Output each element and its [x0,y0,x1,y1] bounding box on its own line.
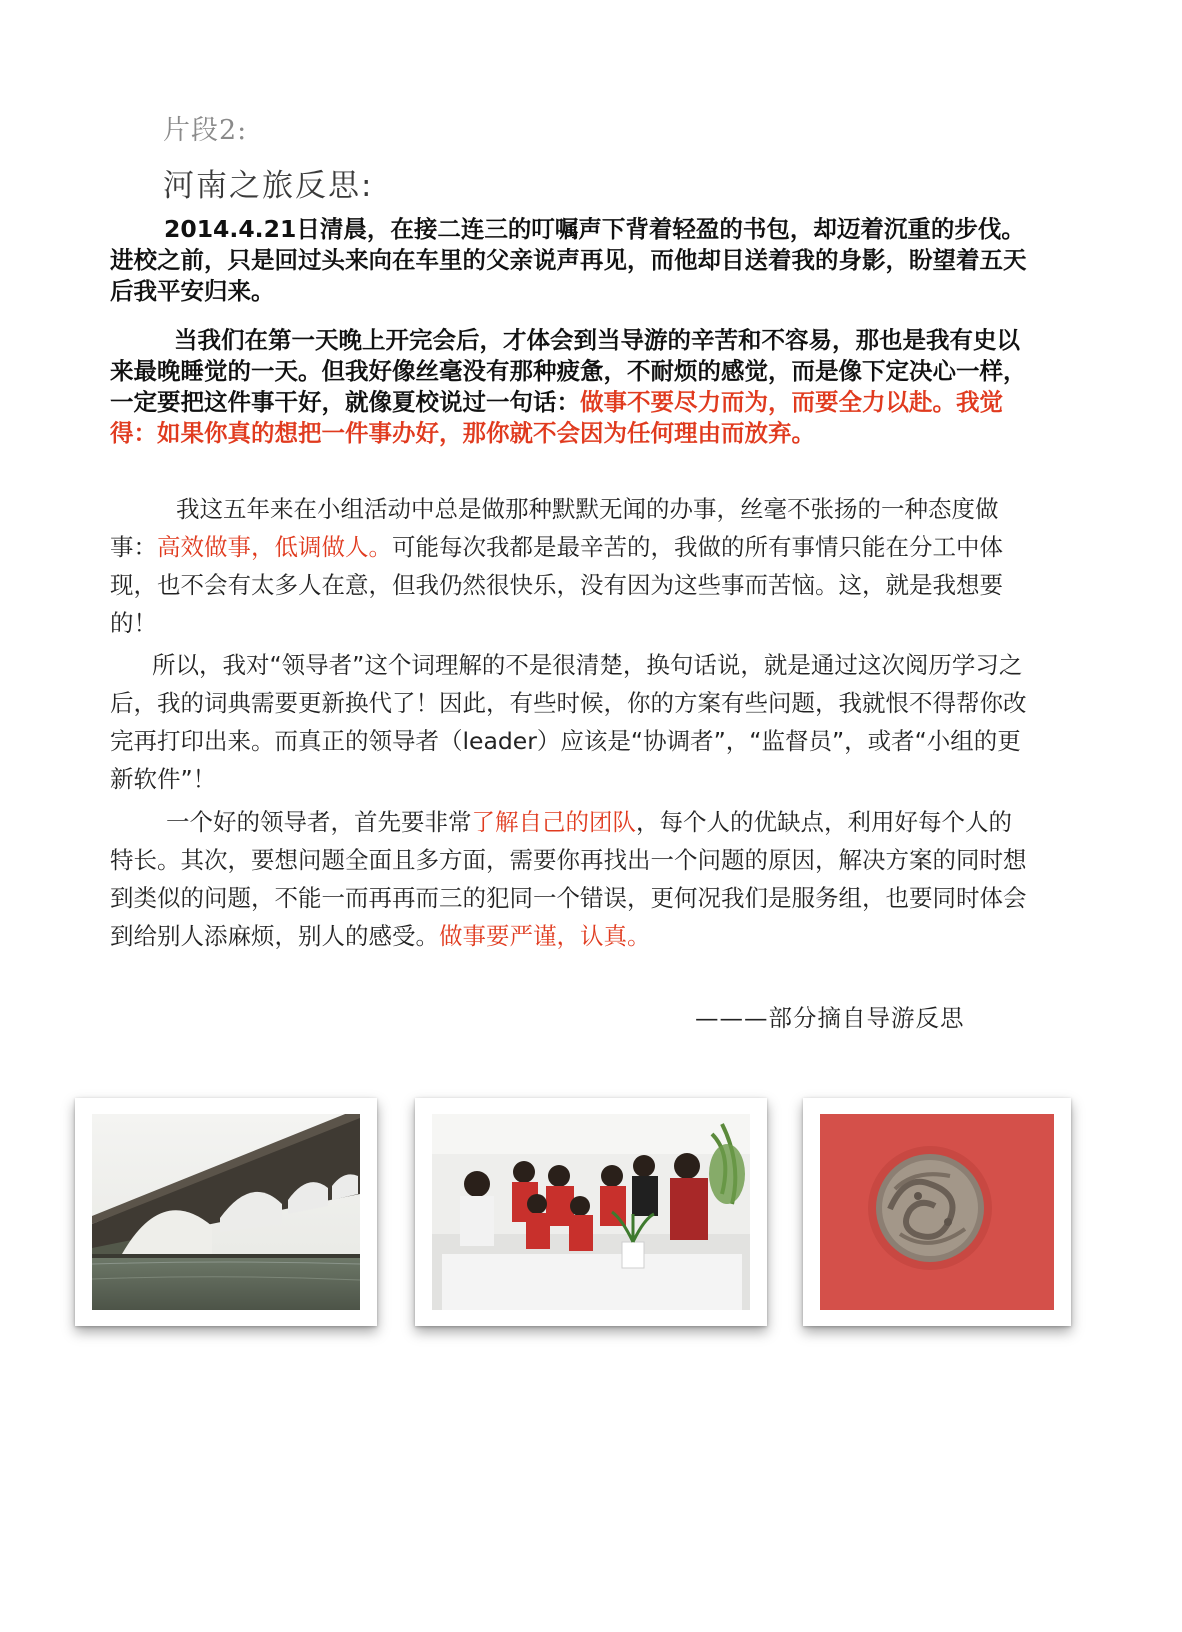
paragraph-5-text-a: 一个好的领导者，首先要非常 [166,808,472,836]
paragraph-5-highlight-2: 做事要严谨，认真。 [439,922,651,950]
paragraph-3-text-b: 可能每次我都是最辛苦的，我做的所有事情只能在分工中体现，也不会有太多人在意，但我仍然很快乐，没有因为这些事而苦恼。这，就是我想要的！ [110,533,1003,637]
paragraph-5-highlight-1: 了解自己的团队 [471,808,636,836]
attribution-signature: ———部分摘自导游反思 [695,1004,965,1032]
paragraph-5 [110,803,1030,955]
bridge-illustration [92,1114,360,1310]
paragraph-3-text-a: 我这五年来在小组活动中总是做那种默默无闻的办事，丝毫不张扬的一种态度做事： [110,495,999,561]
paragraph-4-text: 所以，我对“领导者”这个词理解的不是很清楚，换句话说，就是通过这次阅历学习之后，我的词典需要更新换代了！因此，有些时候，你的方案有些问题，我就恨不得帮你改完再打印出来。而真正的领导者（leader）应该是“协调者”，“监督员”，或者“小组的更新软件”！ [110,651,1027,793]
carved-window-photo [803,1098,1071,1326]
bridge-photo [75,1098,377,1326]
paragraph-1 [110,214,1030,307]
paragraph-1-text: 2014.4.21日清晨，在接二连三的叮嘱声下背着轻盈的书包，却迈着沉重的步伐。进校之前，只是回过头来向在车里的父亲说声再见，而他却目送着我的身影，盼望着五天后我平安归来。 [110,215,1027,305]
paragraph-4 [110,646,1030,798]
group-illustration [432,1114,750,1310]
group-photo [415,1098,767,1326]
paragraph-3-highlight: 高效做事，低调做人。 [157,533,392,561]
paragraph-2-text: 当我们在第一天晚上开完会后，才体会到当导游的辛苦和不容易，那也是我有史以来最晚睡觉的一天。但我好像丝毫没有那种疲惫，不耐烦的感觉，而是像下定决心一样，一定要把这件事干好，就像夏校说过一句话： [110,326,1027,416]
segment-label: 片段2: [163,115,248,146]
page-title: 河南之旅反思: [163,168,374,204]
paragraph-5-text-b: ，每个人的优缺点，利用好每个人的特长。其次，要想问题全面且多方面，需要你再找出一个问题的原因，解决方案的同时想到类似的问题，不能一而再再而三的犯同一个错误，更何况我们是服务组，也要同时体会到给别人添麻烦，别人的感受。 [110,808,1027,950]
paragraph-2-highlight: 做事不要尽力而为，而要全力以赴。我觉得：如果你真的想把一件事办好，那你就不会因为任何理由而放弃。 [110,388,1003,447]
carved-window-illustration [820,1114,1054,1310]
paragraph-3 [110,490,1030,642]
paragraph-2 [110,325,1030,449]
